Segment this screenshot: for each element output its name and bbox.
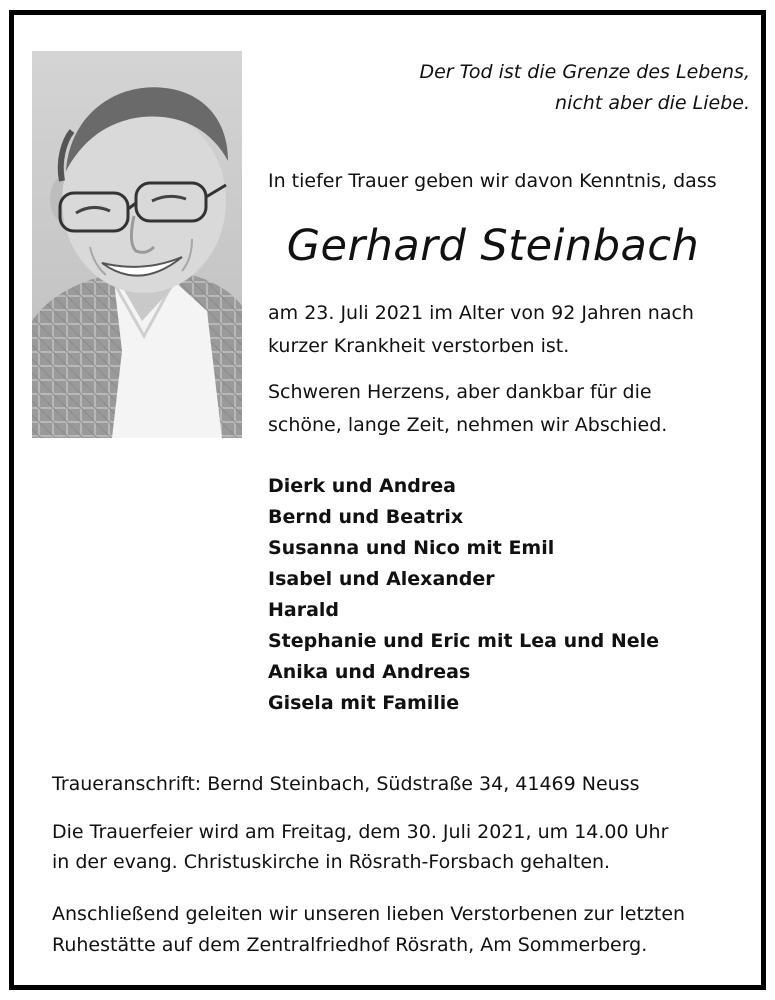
intro-text: In tiefer Trauer geben wir davon Kenntnis, dass xyxy=(268,170,717,192)
mourner-entry: Dierk und Andrea xyxy=(268,475,456,497)
death-notice-line-2: kurzer Krankheit verstorben ist. xyxy=(268,335,570,357)
burial-info xyxy=(52,899,685,961)
mourner-entry: Susanna und Nico mit Emil xyxy=(268,537,555,559)
mourner-entry: Stephanie und Eric mit Lea und Nele xyxy=(268,630,660,652)
mourner-entry: Gisela mit Familie xyxy=(268,692,460,714)
mourner-entry: Harald xyxy=(268,599,340,621)
mourners-list xyxy=(268,471,659,719)
memorial-quote xyxy=(419,57,750,119)
mourner-entry: Bernd und Beatrix xyxy=(268,506,464,528)
burial-line-2: Ruhestätte auf dem Zentralfriedhof Rösrath, Am Sommerberg. xyxy=(52,934,648,956)
mourner-entry: Anika und Andreas xyxy=(268,661,471,683)
quote-line-1: Der Tod ist die Grenze des Lebens, xyxy=(419,61,750,83)
farewell-line-2: schöne, lange Zeit, nehmen wir Abschied. xyxy=(268,414,668,436)
death-notice xyxy=(268,297,694,363)
mourner-entry: Isabel und Alexander xyxy=(268,568,495,590)
portrait-photo xyxy=(32,51,242,438)
obituary-notice xyxy=(9,10,766,990)
quote-line-2: nicht aber die Liebe. xyxy=(555,92,750,114)
burial-line-1: Anschließend geleiten wir unseren lieben Verstorbenen zur letzten xyxy=(52,903,686,925)
mourning-address: Traueranschrift: Bernd Steinbach, Südstraße 34, 41469 Neuss xyxy=(52,773,640,795)
farewell-line-1: Schweren Herzens, aber dankbar für die xyxy=(268,381,652,403)
farewell-text xyxy=(268,376,667,442)
deceased-name: Gerhard Steinbach xyxy=(286,221,700,271)
death-notice-line-1: am 23. Juli 2021 im Alter von 92 Jahren nach xyxy=(268,302,694,324)
portrait-illustration xyxy=(32,51,242,438)
ceremony-line-2: in der evang. Christuskirche in Rösrath-Forsbach gehalten. xyxy=(52,851,611,873)
ceremony-info xyxy=(52,817,668,877)
ceremony-line-1: Die Trauerfeier wird am Freitag, dem 30. Juli 2021, um 14.00 Uhr xyxy=(52,821,669,843)
